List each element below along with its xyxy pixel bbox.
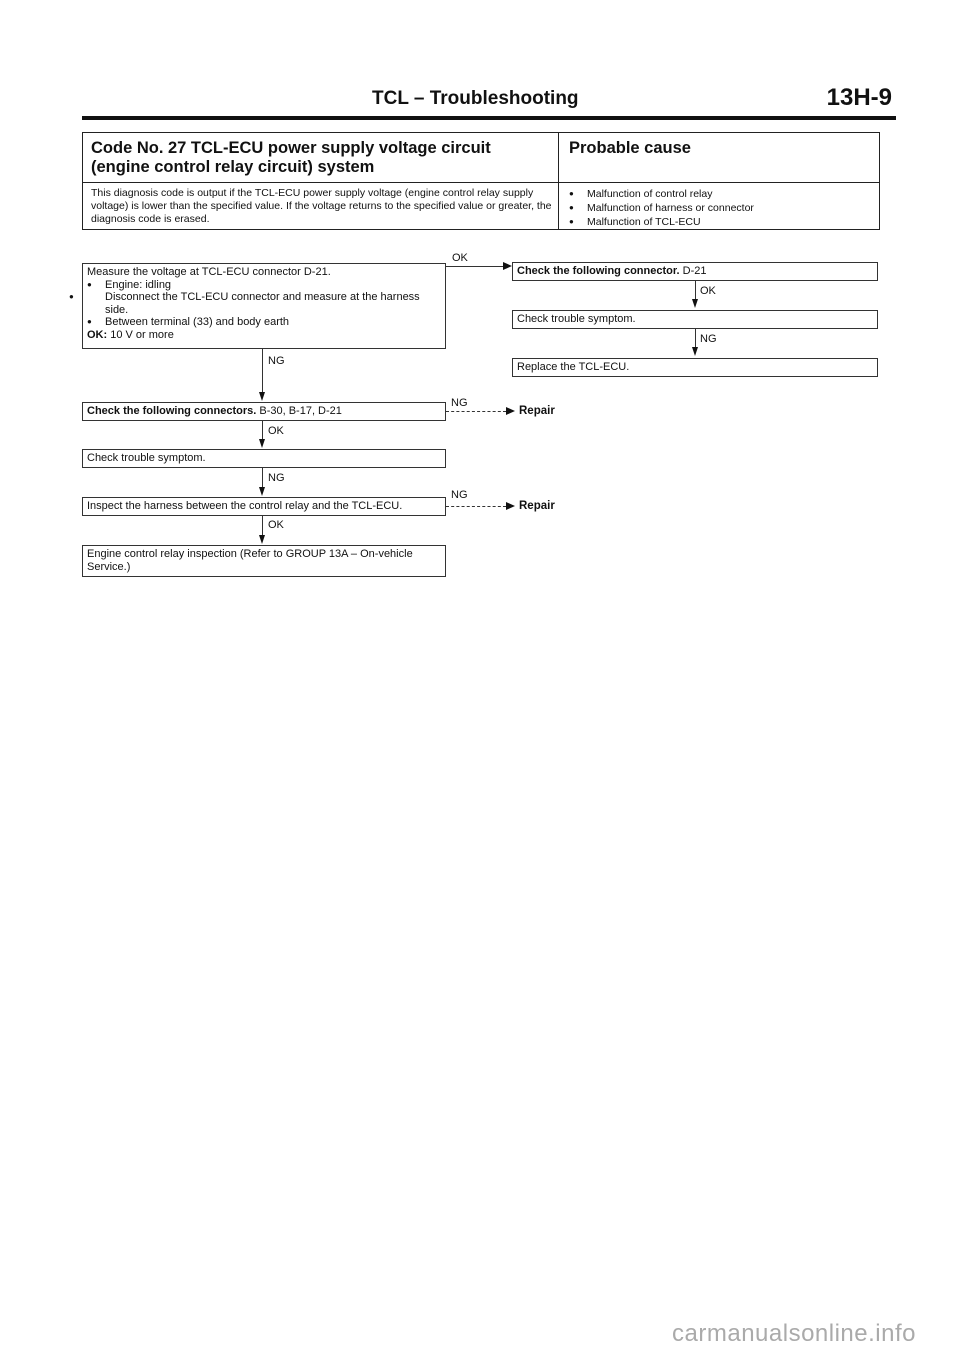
measure-item: ● Between terminal (33) and body earth bbox=[87, 316, 441, 329]
cause-item: ● Malfunction of harness or connector bbox=[569, 201, 869, 215]
replace-tcl-ecu-box: Replace the TCL-ECU. bbox=[512, 358, 878, 377]
check-connectors-box: Check the following connectors. B-30, B-17, D-21 bbox=[82, 402, 446, 421]
connector-line bbox=[446, 506, 506, 507]
inspect-harness-box: Inspect the harness between the control relay and the TCL-ECU. bbox=[82, 497, 446, 516]
arrow-down-icon bbox=[692, 347, 698, 356]
connector-line bbox=[262, 421, 263, 441]
watermark-text: carmanualsonline.info bbox=[672, 1320, 916, 1347]
measure-item: ● Disconnect the TCL-ECU connector and measure at the harness side. bbox=[87, 291, 441, 316]
repair-label: Repair bbox=[519, 405, 555, 417]
probable-cause-title: Probable cause bbox=[569, 139, 691, 157]
ng-label: NG bbox=[268, 355, 285, 367]
connector-line bbox=[262, 468, 263, 489]
connector-line bbox=[446, 411, 506, 412]
arrow-down-icon bbox=[259, 487, 265, 496]
probable-cause-list bbox=[569, 187, 869, 229]
connector-line bbox=[446, 266, 503, 267]
ng-label: NG bbox=[268, 472, 285, 484]
arrow-right-icon bbox=[506, 407, 515, 415]
code-title: Code No. 27 TCL-ECU power supply voltage circuit (engine control relay circuit) system bbox=[91, 139, 491, 176]
check-trouble-symptom-box: Check trouble symptom. bbox=[512, 310, 878, 329]
cause-item: ● Malfunction of TCL-ECU bbox=[569, 215, 869, 229]
ok-label: OK bbox=[452, 252, 468, 264]
page-title: TCL – Troubleshooting bbox=[372, 88, 579, 109]
check-connector-d21-box: Check the following connector. D-21 bbox=[512, 262, 878, 281]
measure-voltage-box bbox=[82, 263, 446, 349]
arrow-down-icon bbox=[259, 392, 265, 401]
arrow-right-icon bbox=[506, 502, 515, 510]
code-table bbox=[82, 132, 880, 230]
ok-label: OK bbox=[700, 285, 716, 297]
table-column-divider bbox=[558, 133, 559, 229]
arrow-down-icon bbox=[259, 535, 265, 544]
repair-label: Repair bbox=[519, 500, 555, 512]
page-number: 13H-9 bbox=[826, 84, 892, 111]
ng-label: NG bbox=[451, 489, 468, 501]
header-rule bbox=[82, 116, 896, 120]
ok-label: OK bbox=[268, 519, 284, 531]
arrow-down-icon bbox=[692, 299, 698, 308]
relay-inspection-box: Engine control relay inspection (Refer to GROUP 13A – On-vehicle Service.) bbox=[82, 545, 446, 577]
measure-item: ● Engine: idling bbox=[87, 279, 441, 292]
code-description: This diagnosis code is output if the TCL-ECU power supply voltage (engine control relay supply voltage) is lower than the specified value. If the voltage returns to the specified value or greater, the diagnosis code is erased. bbox=[91, 187, 552, 225]
arrow-right-icon bbox=[503, 262, 512, 270]
connector-line bbox=[262, 349, 263, 394]
ng-label: NG bbox=[700, 333, 717, 345]
connector-line bbox=[695, 281, 696, 301]
table-row-divider bbox=[83, 182, 879, 183]
measure-ok-criteria: OK: 10 V or more bbox=[87, 328, 174, 341]
connector-line bbox=[262, 516, 263, 537]
ng-label: NG bbox=[451, 397, 468, 409]
check-trouble-symptom-box-2: Check trouble symptom. bbox=[82, 449, 446, 468]
measure-title: Measure the voltage at TCL-ECU connector D-21. bbox=[87, 266, 331, 278]
ok-label: OK bbox=[268, 425, 284, 437]
cause-item: ● Malfunction of control relay bbox=[569, 187, 869, 201]
connector-line bbox=[695, 329, 696, 349]
arrow-down-icon bbox=[259, 439, 265, 448]
